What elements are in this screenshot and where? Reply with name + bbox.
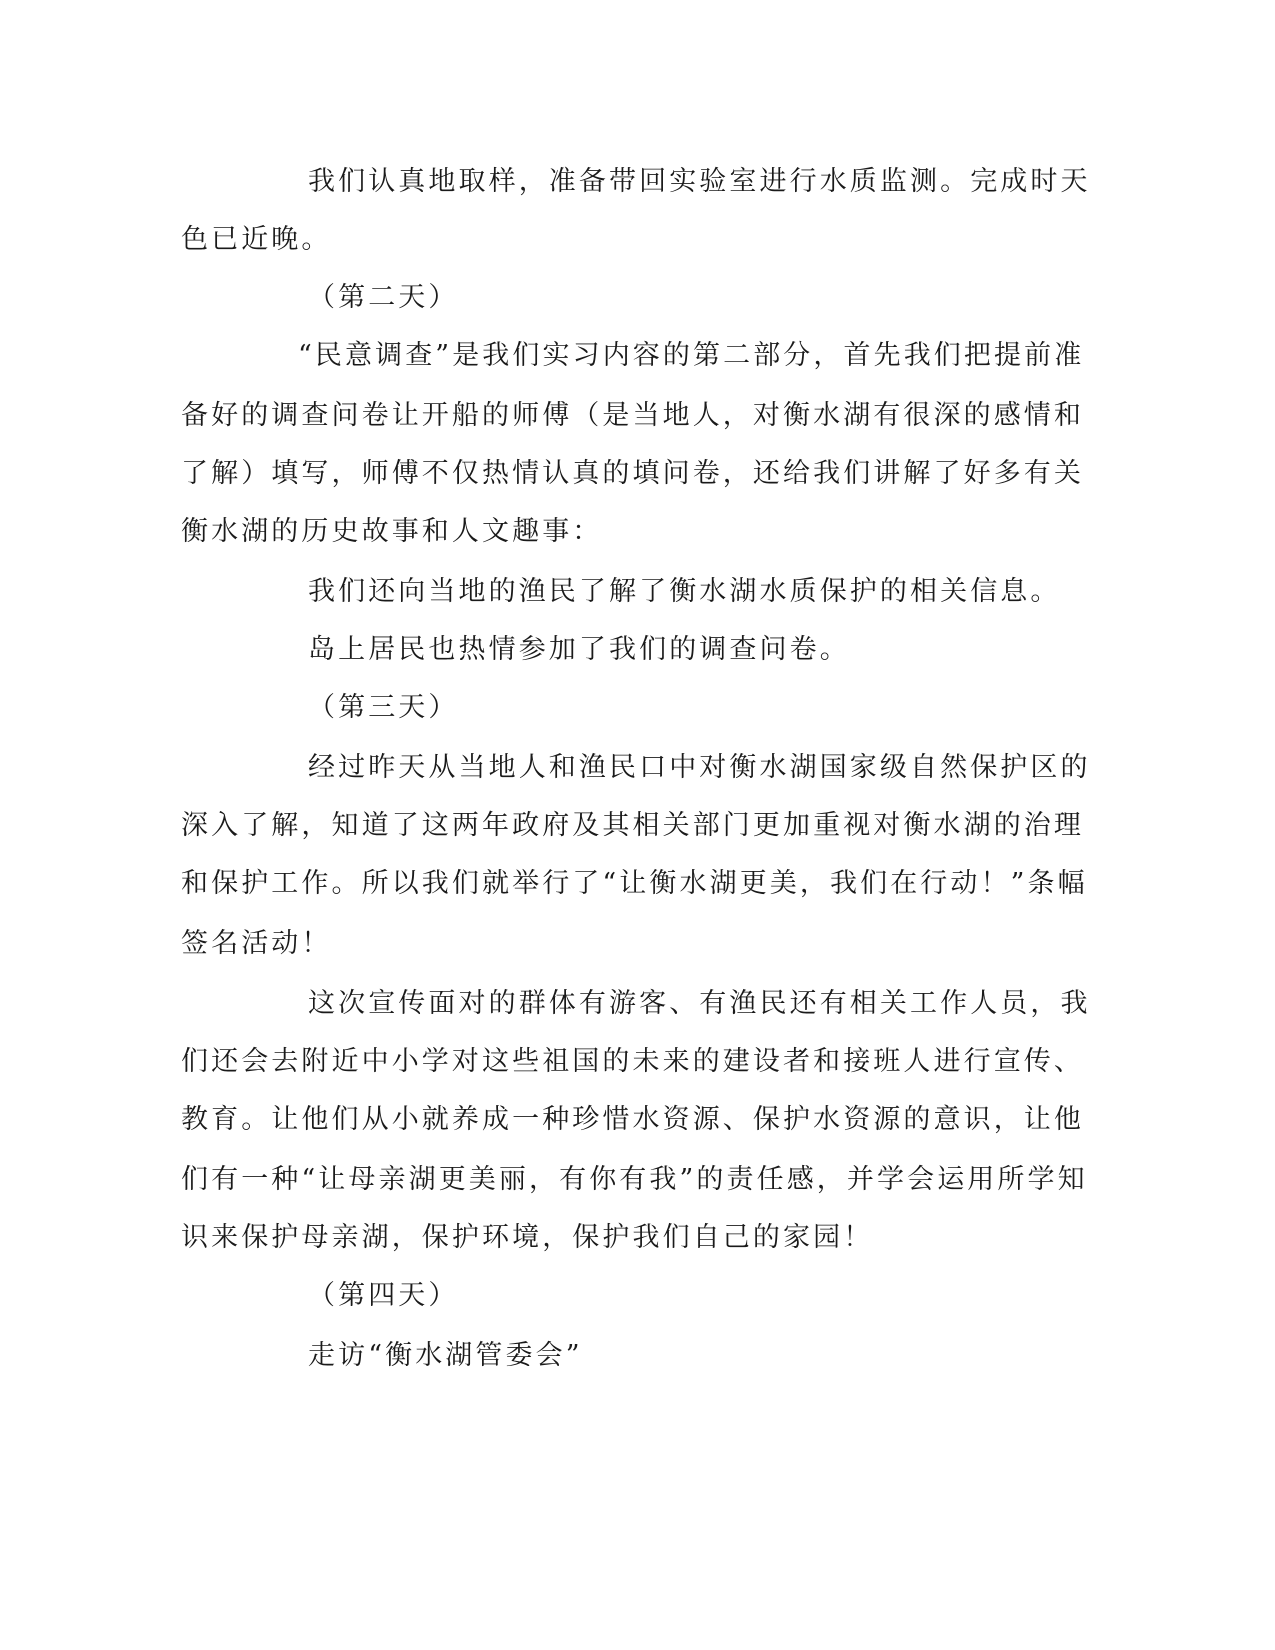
section-heading-day-4: （第四天）: [308, 1280, 459, 1311]
paragraph-line: 色已近晚。: [181, 224, 332, 255]
paragraph-line: 和保护工作。所以我们就举行了“让衡水湖更美，我们在行动！”条幅: [181, 868, 1088, 899]
paragraph-line: 走访“衡水湖管委会”: [308, 1340, 583, 1371]
paragraph-line: “民意调查”是我们实习内容的第二部分，首先我们把提前准: [298, 340, 1085, 371]
paragraph-line: 们有一种“让母亲湖更美丽，有你有我”的责任感，并学会运用所学知: [181, 1164, 1088, 1195]
paragraph-line: 识来保护母亲湖，保护环境，保护我们自己的家园！: [181, 1222, 874, 1253]
paragraph-line: 深入了解，知道了这两年政府及其相关部门更加重视对衡水湖的治理: [181, 810, 1084, 841]
paragraph-line: 衡水湖的历史故事和人文趣事：: [181, 516, 603, 547]
paragraph-line: 经过昨天从当地人和渔民口中对衡水湖国家级自然保护区的: [308, 752, 1091, 783]
paragraph-line: 教育。让他们从小就养成一种珍惜水资源、保护水资源的意识，让他: [181, 1104, 1084, 1135]
section-heading-day-2: （第二天）: [308, 282, 459, 313]
section-heading-day-3: （第三天）: [308, 692, 459, 723]
paragraph-line: 这次宣传面对的群体有游客、有渔民还有相关工作人员，我: [308, 988, 1091, 1019]
paragraph-line: 岛上居民也热情参加了我们的调查问卷。: [308, 634, 850, 665]
paragraph-line: 签名活动！: [181, 928, 332, 959]
paragraph-line: 们还会去附近中小学对这些祖国的未来的建设者和接班人进行宣传、: [181, 1046, 1084, 1077]
paragraph-line: 了解）填写，师傅不仅热情认真的填问卷，还给我们讲解了好多有关: [181, 458, 1084, 489]
paragraph-line: 我们还向当地的渔民了解了衡水湖水质保护的相关信息。: [308, 576, 1061, 607]
paragraph-line: 我们认真地取样，准备带回实验室进行水质监测。完成时天: [308, 166, 1091, 197]
paragraph-line: 备好的调查问卷让开船的师傅（是当地人，对衡水湖有很深的感情和: [181, 400, 1084, 431]
